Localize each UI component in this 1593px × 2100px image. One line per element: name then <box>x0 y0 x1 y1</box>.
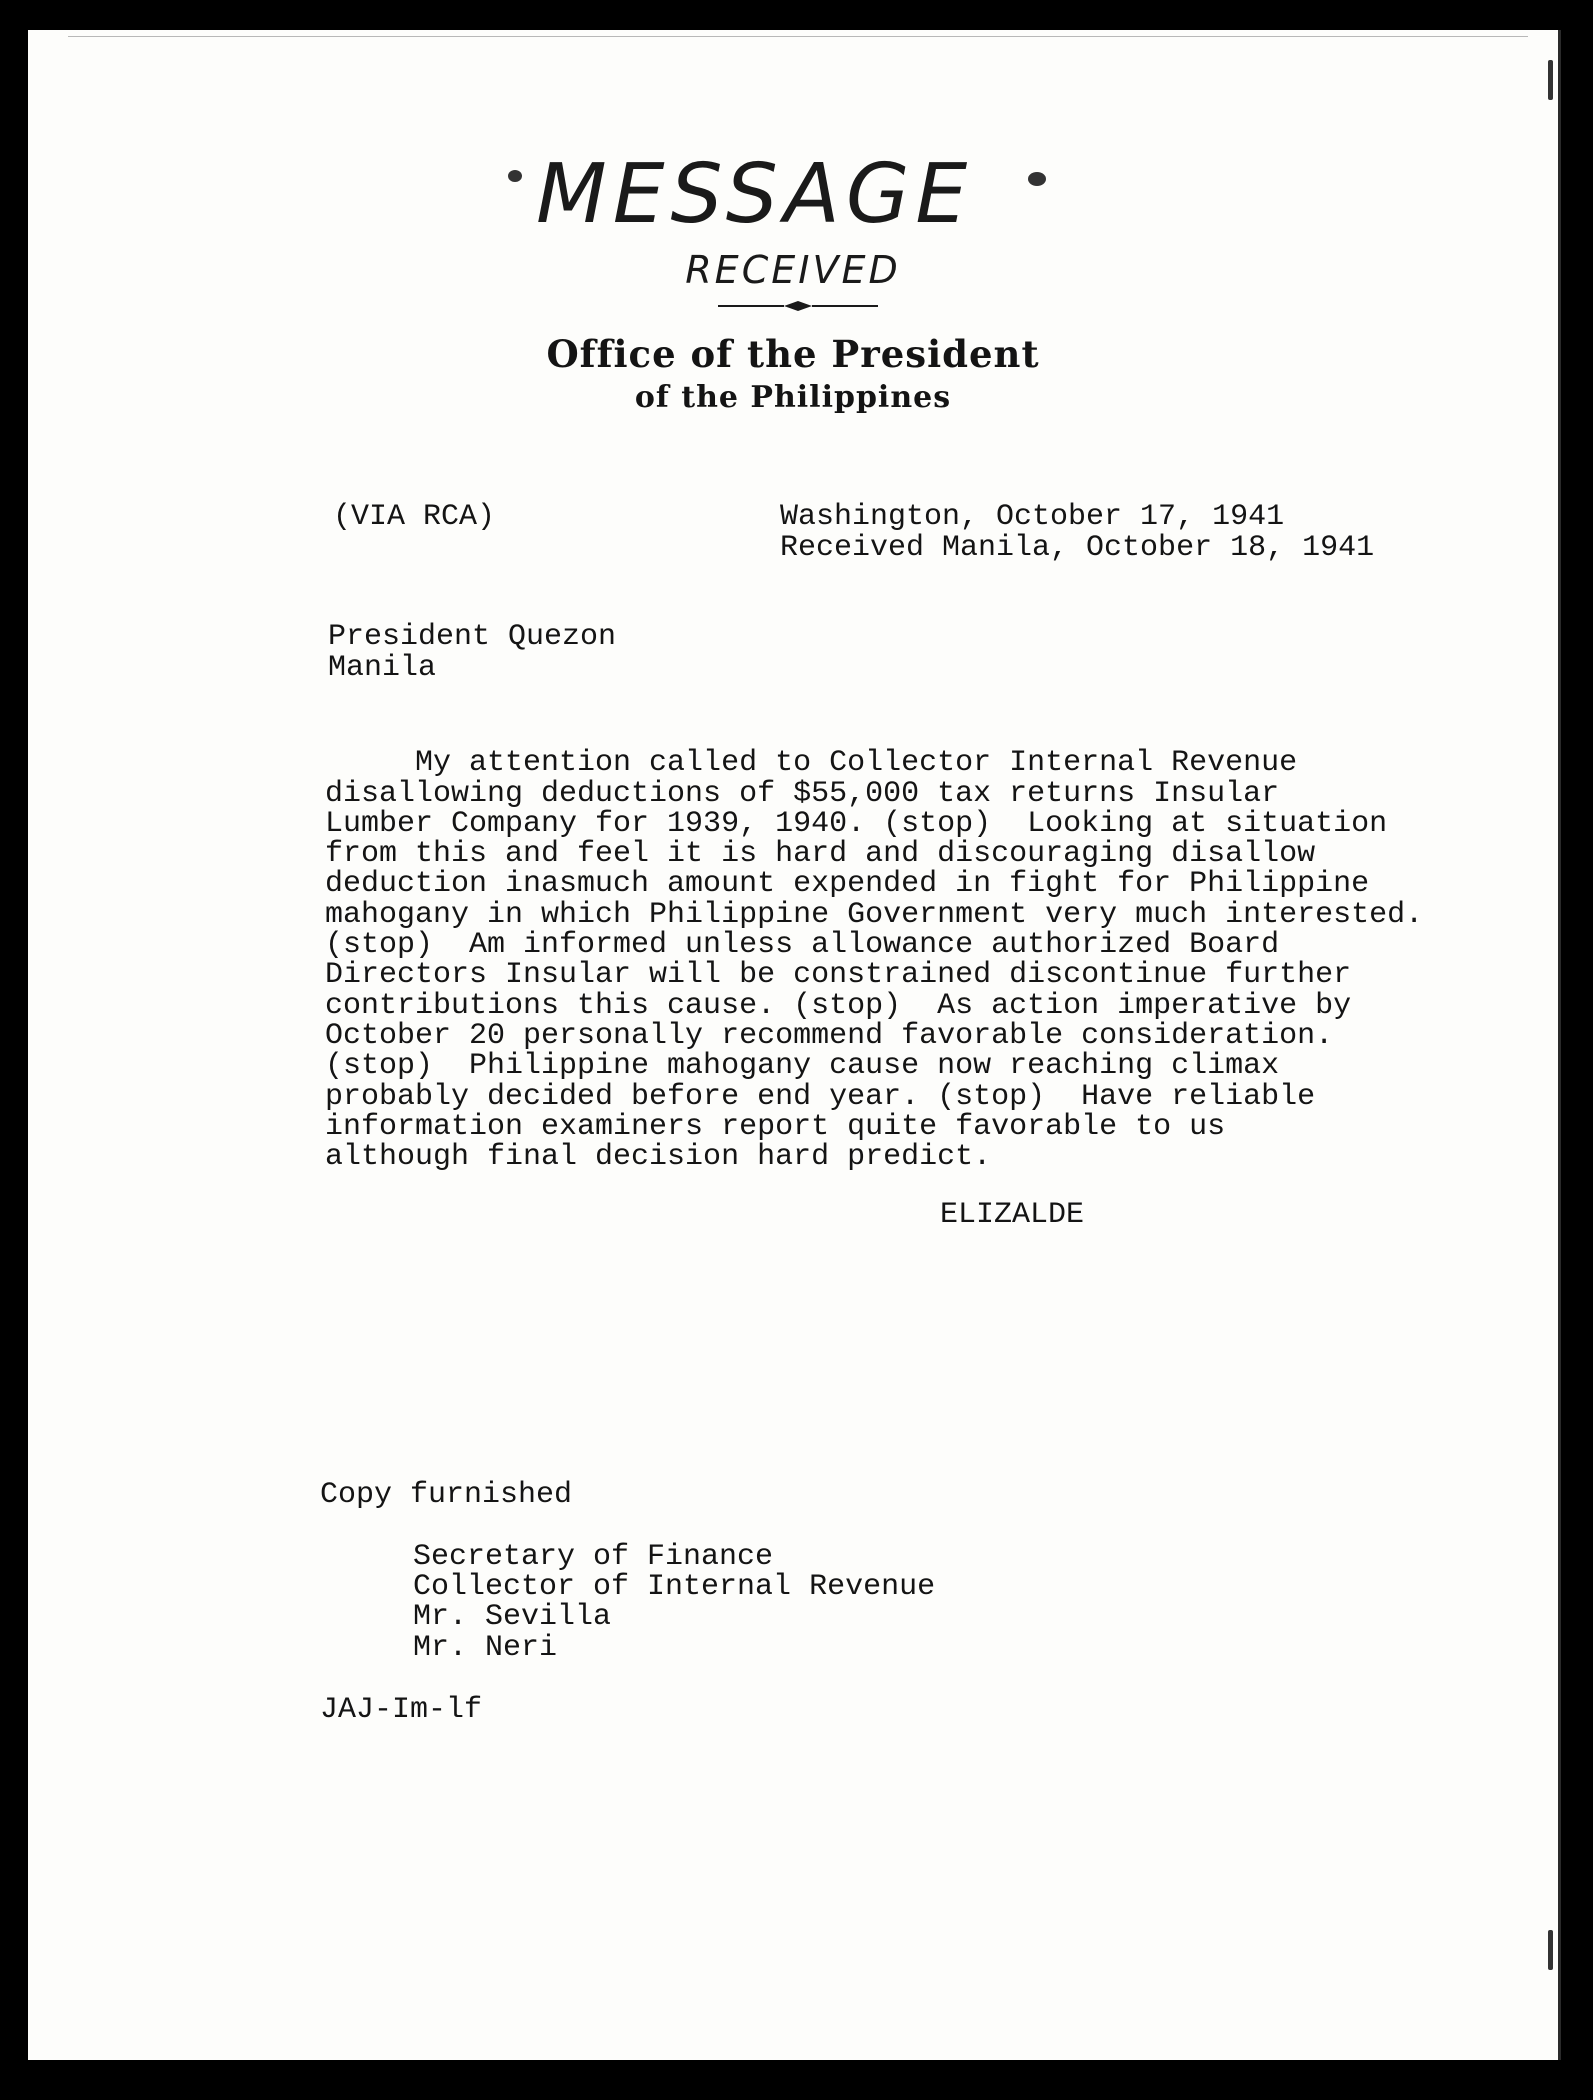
body-line: (stop) Am informed unless allowance authorized Board <box>325 928 1280 963</box>
addressee-city: Manila <box>328 651 437 685</box>
received-dateline: Received Manila, October 18, 1941 <box>780 531 1375 565</box>
message-body <box>325 718 1423 1233</box>
letterhead-divider-ornament <box>718 300 878 312</box>
transmission-via: (VIA RCA) <box>333 500 496 534</box>
page-edge-line <box>68 36 1528 37</box>
addressee-name: President Quezon <box>328 620 617 654</box>
edge-mark <box>1548 60 1553 100</box>
body-line: mahogany in which Philippine Government very much interested. <box>325 897 1424 932</box>
copy-recipient: Mr. Neri <box>413 1631 558 1665</box>
reference-initials: JAJ-Im-lf <box>320 1693 483 1727</box>
copy-recipient: Mr. Sevilla <box>413 1600 612 1634</box>
body-line: probably decided before end year. (stop) Have reliable <box>325 1079 1316 1114</box>
body-line: My attention called to Collector Internal Revenue <box>325 746 1298 781</box>
body-line: October 20 personally recommend favorable consideration. <box>325 1018 1334 1053</box>
body-line: contributions this cause. (stop) As action imperative by <box>325 988 1352 1023</box>
body-line: disallowing deductions of $55,000 tax returns Insular <box>325 776 1280 811</box>
body-line: Directors Insular will be constrained discontinue further <box>325 958 1352 993</box>
letterhead-office: Office of the President <box>546 332 1040 376</box>
origin-dateline: Washington, October 17, 1941 <box>780 500 1285 534</box>
letterhead-subtitle: RECEIVED <box>685 248 901 292</box>
signature: ELIZALDE <box>940 1198 1085 1232</box>
body-line: (stop) Philippine mahogany cause now reaching climax <box>325 1049 1280 1084</box>
body-line: although final decision hard predict. <box>325 1140 992 1175</box>
copy-furnished-label: Copy furnished <box>320 1478 573 1512</box>
body-line: from this and feel it is hard and discouraging disallow <box>325 837 1316 872</box>
body-line: deduction inasmuch amount expended in fight for Philippine <box>325 867 1370 902</box>
copy-recipient: Collector of Internal Revenue <box>413 1570 936 1604</box>
document-page <box>28 30 1561 2060</box>
ink-smudge-right <box>1028 172 1046 186</box>
edge-mark <box>1548 1930 1553 1970</box>
letterhead-country: of the Philippines <box>634 380 952 415</box>
ink-smudge-left <box>508 170 522 182</box>
copy-recipient: Secretary of Finance <box>413 1540 774 1574</box>
letterhead-title: MESSAGE <box>536 147 974 242</box>
body-line: information examiners report quite favorable to us <box>325 1109 1226 1144</box>
body-line: Lumber Company for 1939, 1940. (stop) Looking at situation <box>325 806 1388 841</box>
